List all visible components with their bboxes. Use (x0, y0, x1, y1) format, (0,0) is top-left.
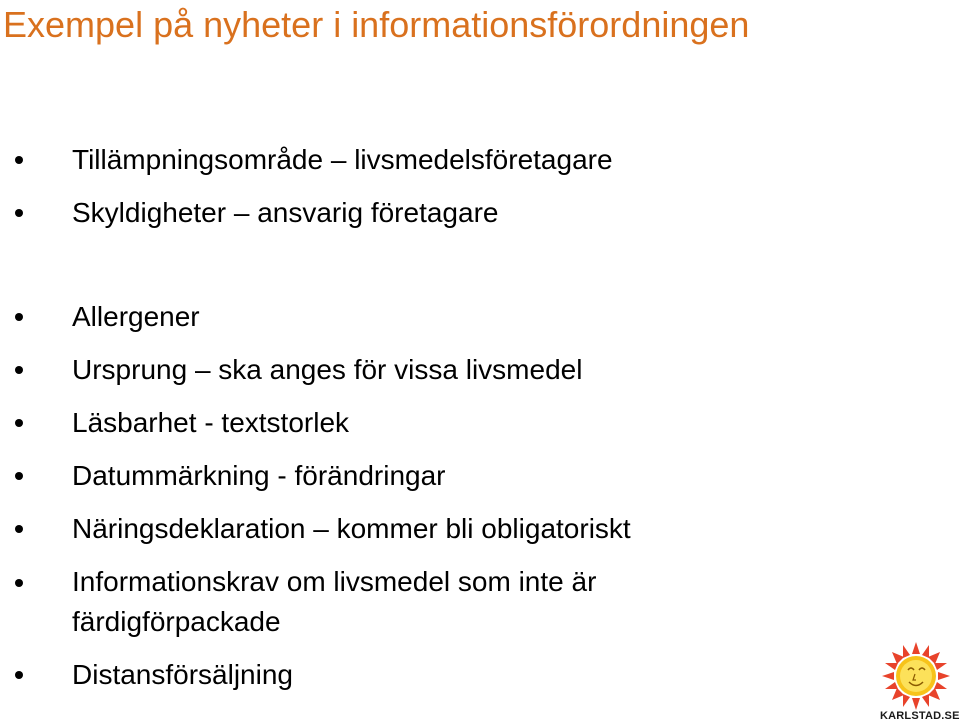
bullet-list (0, 140, 880, 695)
bullet-text: Näringsdeklaration – kommer bli obligatoriskt (72, 513, 631, 544)
bullet-text: Ursprung – ska anges för vissa livsmedel (72, 354, 583, 385)
bullet-text: Distansförsäljning (72, 659, 293, 690)
karlstad-logo[interactable] (876, 640, 960, 724)
bullet-dot-icon (15, 579, 23, 587)
bullet-dot-icon (15, 313, 23, 321)
bullet-dot-icon (15, 366, 23, 374)
bullet-text: Tillämpningsområde – livsmedelsföretagare (72, 144, 613, 175)
bullet-text: Läsbarhet - textstorlek (72, 407, 350, 438)
bullet-text: Skyldigheter – ansvarig företagare (72, 197, 499, 228)
bullet-item (0, 193, 880, 233)
bullet-dot-icon (15, 671, 23, 679)
bullet-item (0, 509, 880, 549)
bullet-item (0, 350, 880, 390)
bullet-item (0, 297, 880, 337)
bullet-item (0, 562, 712, 642)
bullet-item (0, 403, 880, 443)
bullet-text: Datummärkning - förändringar (72, 460, 446, 491)
bullet-text: Allergener (72, 301, 200, 332)
bullet-dot-icon (15, 419, 23, 427)
bullet-dot-icon (15, 525, 23, 533)
bullet-dot-icon (15, 472, 23, 480)
bullet-item (0, 456, 880, 496)
bullet-item (0, 655, 880, 695)
bullet-dot-icon (15, 209, 23, 217)
logo-text: KARLSTAD.SE (880, 710, 960, 722)
bullet-text: Informationskrav om livsmedel som inte är färdigförpackade (72, 566, 597, 637)
slide-title: Exempel på nyheter i informationsförordningen (3, 4, 750, 45)
sun-logo-icon (876, 640, 960, 712)
bullet-item (0, 140, 880, 180)
bullet-dot-icon (15, 156, 23, 164)
